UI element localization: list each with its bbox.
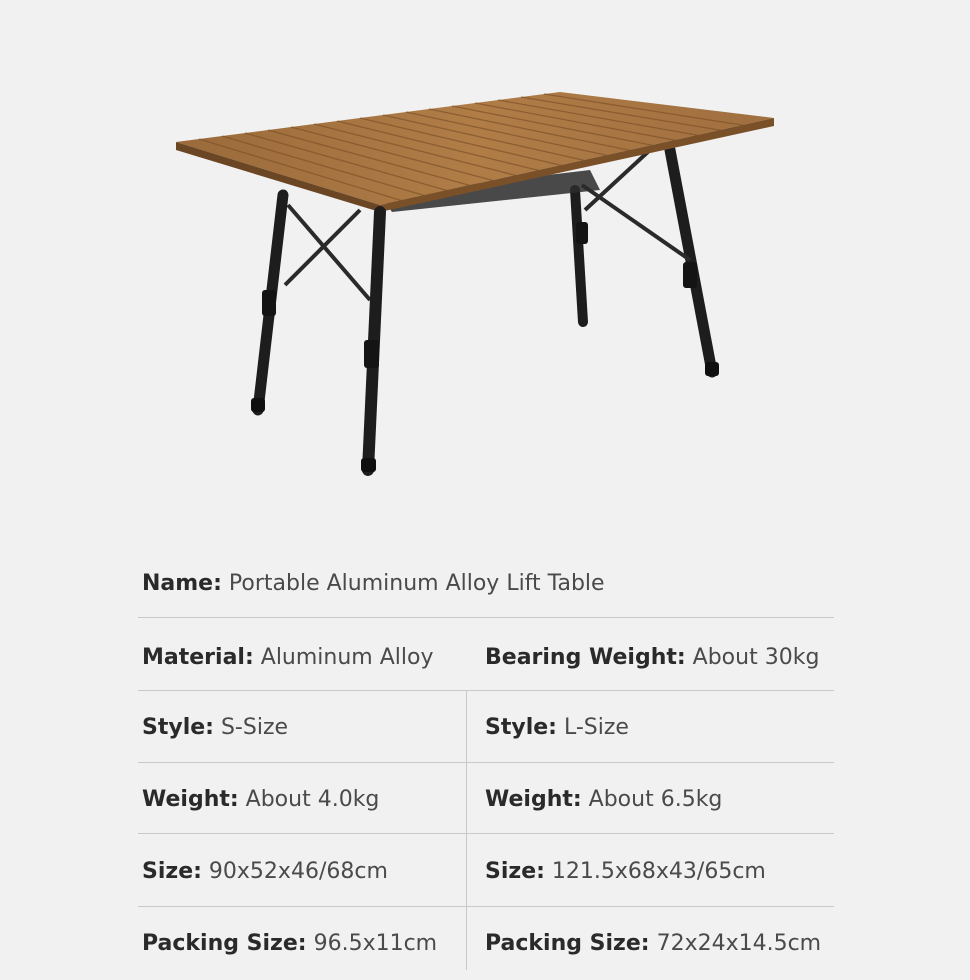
spec-style-l-label: Style: bbox=[485, 715, 557, 740]
spec-pack-s-label: Packing Size: bbox=[142, 931, 307, 956]
spec-row-size bbox=[138, 836, 834, 908]
spec-material-label: Material: bbox=[142, 645, 254, 670]
spec-table bbox=[138, 560, 834, 956]
spec-style-s-label: Style: bbox=[142, 715, 214, 740]
spec-material-value: Aluminum Alloy bbox=[260, 645, 434, 670]
spec-name-label: Name: bbox=[142, 571, 222, 596]
spec-weight-l-label: Weight: bbox=[485, 787, 582, 812]
divider bbox=[138, 833, 834, 834]
spec-size-s-value: 90x52x46/68cm bbox=[208, 859, 388, 884]
spec-pack-l-label: Packing Size: bbox=[485, 931, 650, 956]
column-divider bbox=[466, 690, 467, 970]
spec-bearing-label: Bearing Weight: bbox=[485, 645, 686, 670]
divider bbox=[138, 906, 834, 907]
spec-row-packing bbox=[138, 908, 834, 980]
divider bbox=[138, 617, 834, 618]
divider bbox=[138, 690, 834, 691]
spec-weight-l-value: About 6.5kg bbox=[588, 787, 723, 812]
divider bbox=[138, 762, 834, 763]
spec-style-s-value: S-Size bbox=[220, 715, 289, 740]
spec-row-style bbox=[138, 692, 834, 764]
spec-weight-s-value: About 4.0kg bbox=[245, 787, 380, 812]
table-legs-front bbox=[251, 195, 719, 472]
spec-pack-s-value: 96.5x11cm bbox=[313, 931, 438, 956]
spec-size-l-value: 121.5x68x43/65cm bbox=[551, 859, 766, 884]
spec-size-l-label: Size: bbox=[485, 859, 545, 884]
spec-size-s-label: Size: bbox=[142, 859, 202, 884]
spec-weight-s-label: Weight: bbox=[142, 787, 239, 812]
spec-name-value: Portable Aluminum Alloy Lift Table bbox=[228, 571, 605, 596]
spec-row-material bbox=[138, 622, 834, 694]
spec-bearing-value: About 30kg bbox=[692, 645, 820, 670]
spec-row-weight bbox=[138, 764, 834, 836]
spec-pack-l-value: 72x24x14.5cm bbox=[656, 931, 822, 956]
spec-style-l-value: L-Size bbox=[563, 715, 629, 740]
